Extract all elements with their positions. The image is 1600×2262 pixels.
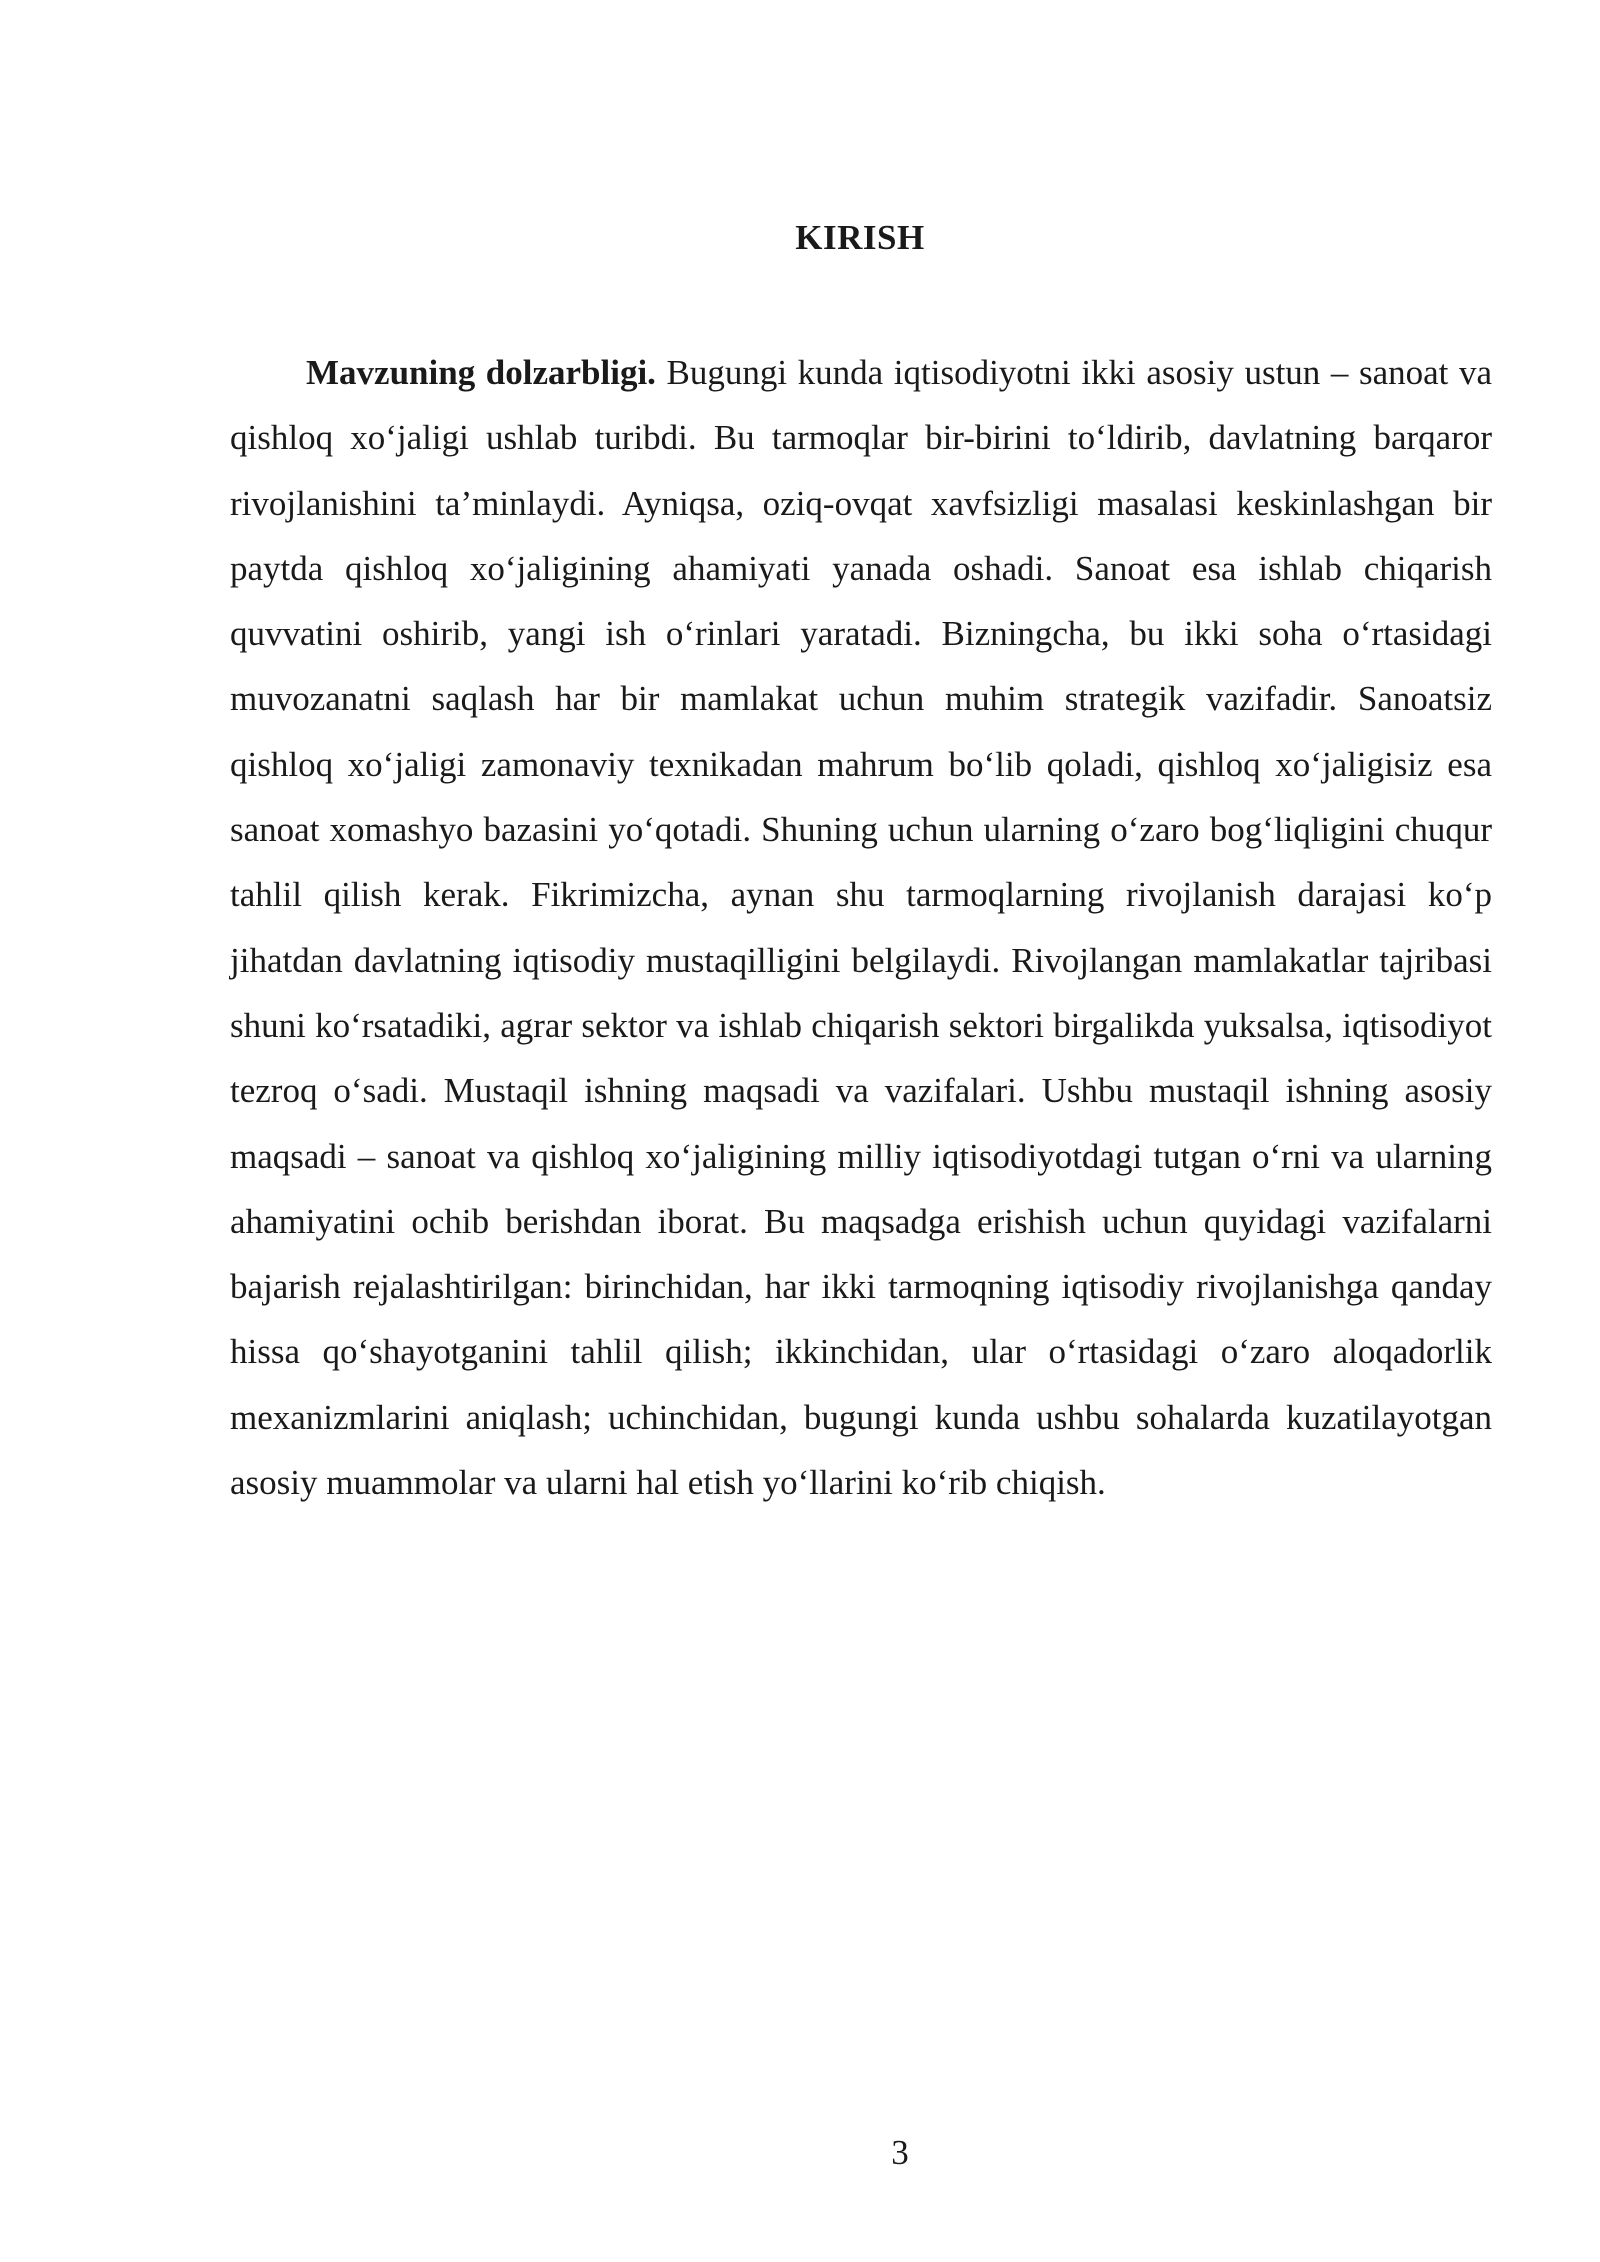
paragraph-body-text: Bugungi kunda iqtisodiyotni ikki asosiy ustun – sanoat va qishloq xo‘jaligi ushlab turibdi. Bu tarmoqlar bir-birini to‘ldirib, davlatning barqaror rivojlanishini ta’minlaydi. Ayniqsa, oziq-ovqat xavfsizligi masalasi keskinlashgan bir paytda qishloq xo‘jaligining ahamiyati yanada oshadi. Sanoat esa ishlab chiqarish quvvatini oshirib, yangi ish o‘rinlari yaratadi. Bizningcha, bu ikki soha o‘rtasidagi muvozanatni saqlash har bir mamlakat uchun muhim strategik vazifadir. Sanoatsiz qishloq xo‘jaligi zamonaviy texnikadan mahrum bo‘lib qoladi, qishloq xo‘jaligisiz esa sanoat xomashyo bazasini yo‘qotadi. Shuning uchun ularning o‘zaro bog‘liqligini chuqur tahlil qilish kerak. Fikrimizcha, aynan shu tarmoqlarning rivojlanish darajasi ko‘p jihatdan davlatning iqtisodiy mustaqilligini belgilaydi. Rivojlangan mamlakatlar tajribasi shuni ko‘rsatadiki, agrar sektor va ishlab chiqarish sektori birgalikda yuksalsa, iqtisodiyot tezroq o‘sadi. Mustaqil ishning maqsadi va vazifalari. Ushbu mustaqil ishning asosiy maqsadi – sanoat va qishloq xo‘jaligining milliy iqtisodiyotdagi tutgan o‘rni va ularning ahamiyatini ochib berishdan iborat. Bu maqsadga erishish uchun quyidagi vazifalarni bajarish rejalashtirilgan: birinchidan, har ikki tarmoqning iqtisodiy rivojlanishga qanday hissa qo‘shayotganini tahlil qilish; ikkinchidan, ular o‘rtasidagi o‘zaro aloqadorlik mexanizmlarini aniqlash; uchinchidan, bugungi kunda ushbu sohalarda kuzatilayotgan asosiy muammolar va ularni hal etish yo‘llarini ko‘rib chiqish. <box>230 353 1492 1503</box>
section-title: KIRISH <box>795 218 925 257</box>
page-number: 3 <box>891 2133 909 2172</box>
paragraph-lead-heading: Mavzuning dolzarbligi. <box>306 353 656 392</box>
body-paragraph <box>230 340 1492 1515</box>
